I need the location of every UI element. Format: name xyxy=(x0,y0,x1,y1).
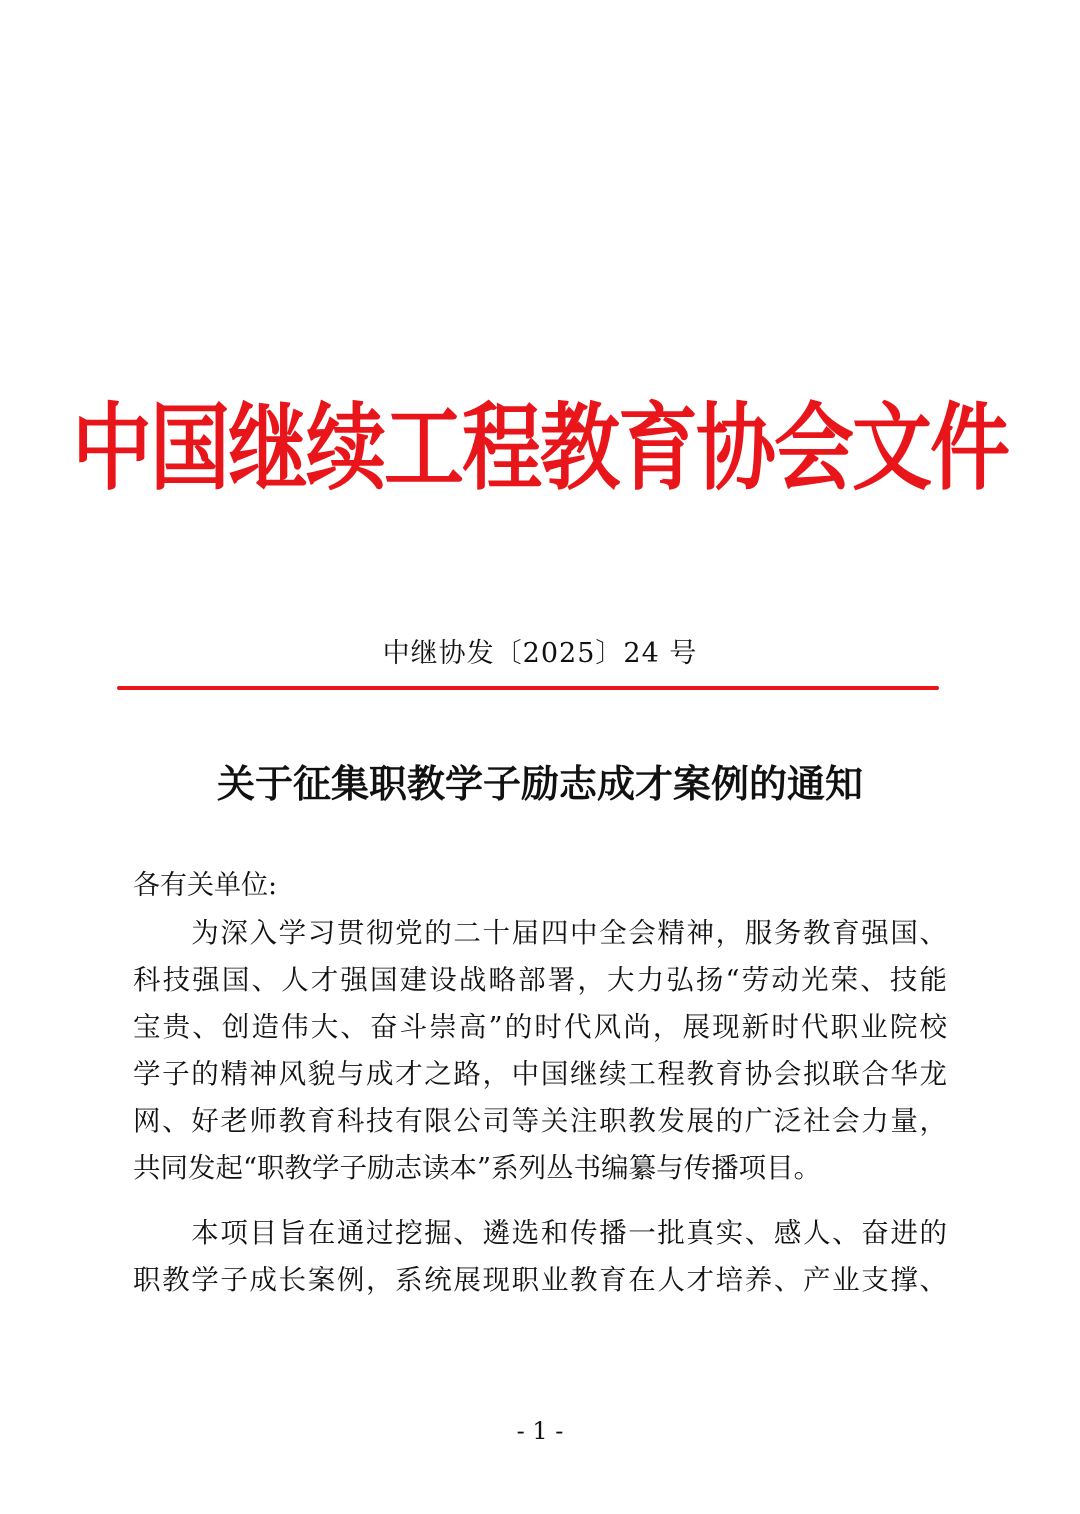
paragraph-1-line: 科技强国、人才强国建设战略部署，大力弘扬“劳动光荣、技能 xyxy=(133,964,947,996)
paragraph-2 xyxy=(133,1210,947,1304)
paragraph-1-line: 学子的精神风貌与成才之路，中国继续工程教育协会拟联合华龙 xyxy=(133,1058,947,1090)
salutation: 各有关单位: xyxy=(133,870,278,901)
paragraph-1-line: 宝贵、创造伟大、奋斗崇高”的时代风尚，展现新时代职业院校 xyxy=(133,1011,947,1043)
red-divider-line xyxy=(117,686,939,690)
paragraph-1 xyxy=(133,910,947,1192)
document-number: 中继协发〔2025〕24 号 xyxy=(382,638,698,669)
paragraph-1-line: 网、好老师教育科技有限公司等关注职教发展的广泛社会力量， xyxy=(133,1105,947,1137)
notice-title: 关于征集职教学子励志成才案例的通知 xyxy=(216,761,863,806)
paragraph-1-line: 为深入学习贯彻党的二十届四中全会精神，服务教育强国、 xyxy=(133,917,947,949)
paragraph-2-line: 职教学子成长案例，系统展现职业教育在人才培养、产业支撑、 xyxy=(133,1264,947,1296)
red-letterhead-title: 中国继续工程教育协会文件 xyxy=(72,393,1008,503)
paragraph-1-line: 共同发起“职教学子励志读本”系列丛书编纂与传播项目。 xyxy=(133,1152,822,1184)
paragraph-2-line: 本项目旨在通过挖掘、遴选和传播一批真实、感人、奋进的 xyxy=(133,1217,947,1249)
page-number: - 1 - xyxy=(516,1417,564,1445)
